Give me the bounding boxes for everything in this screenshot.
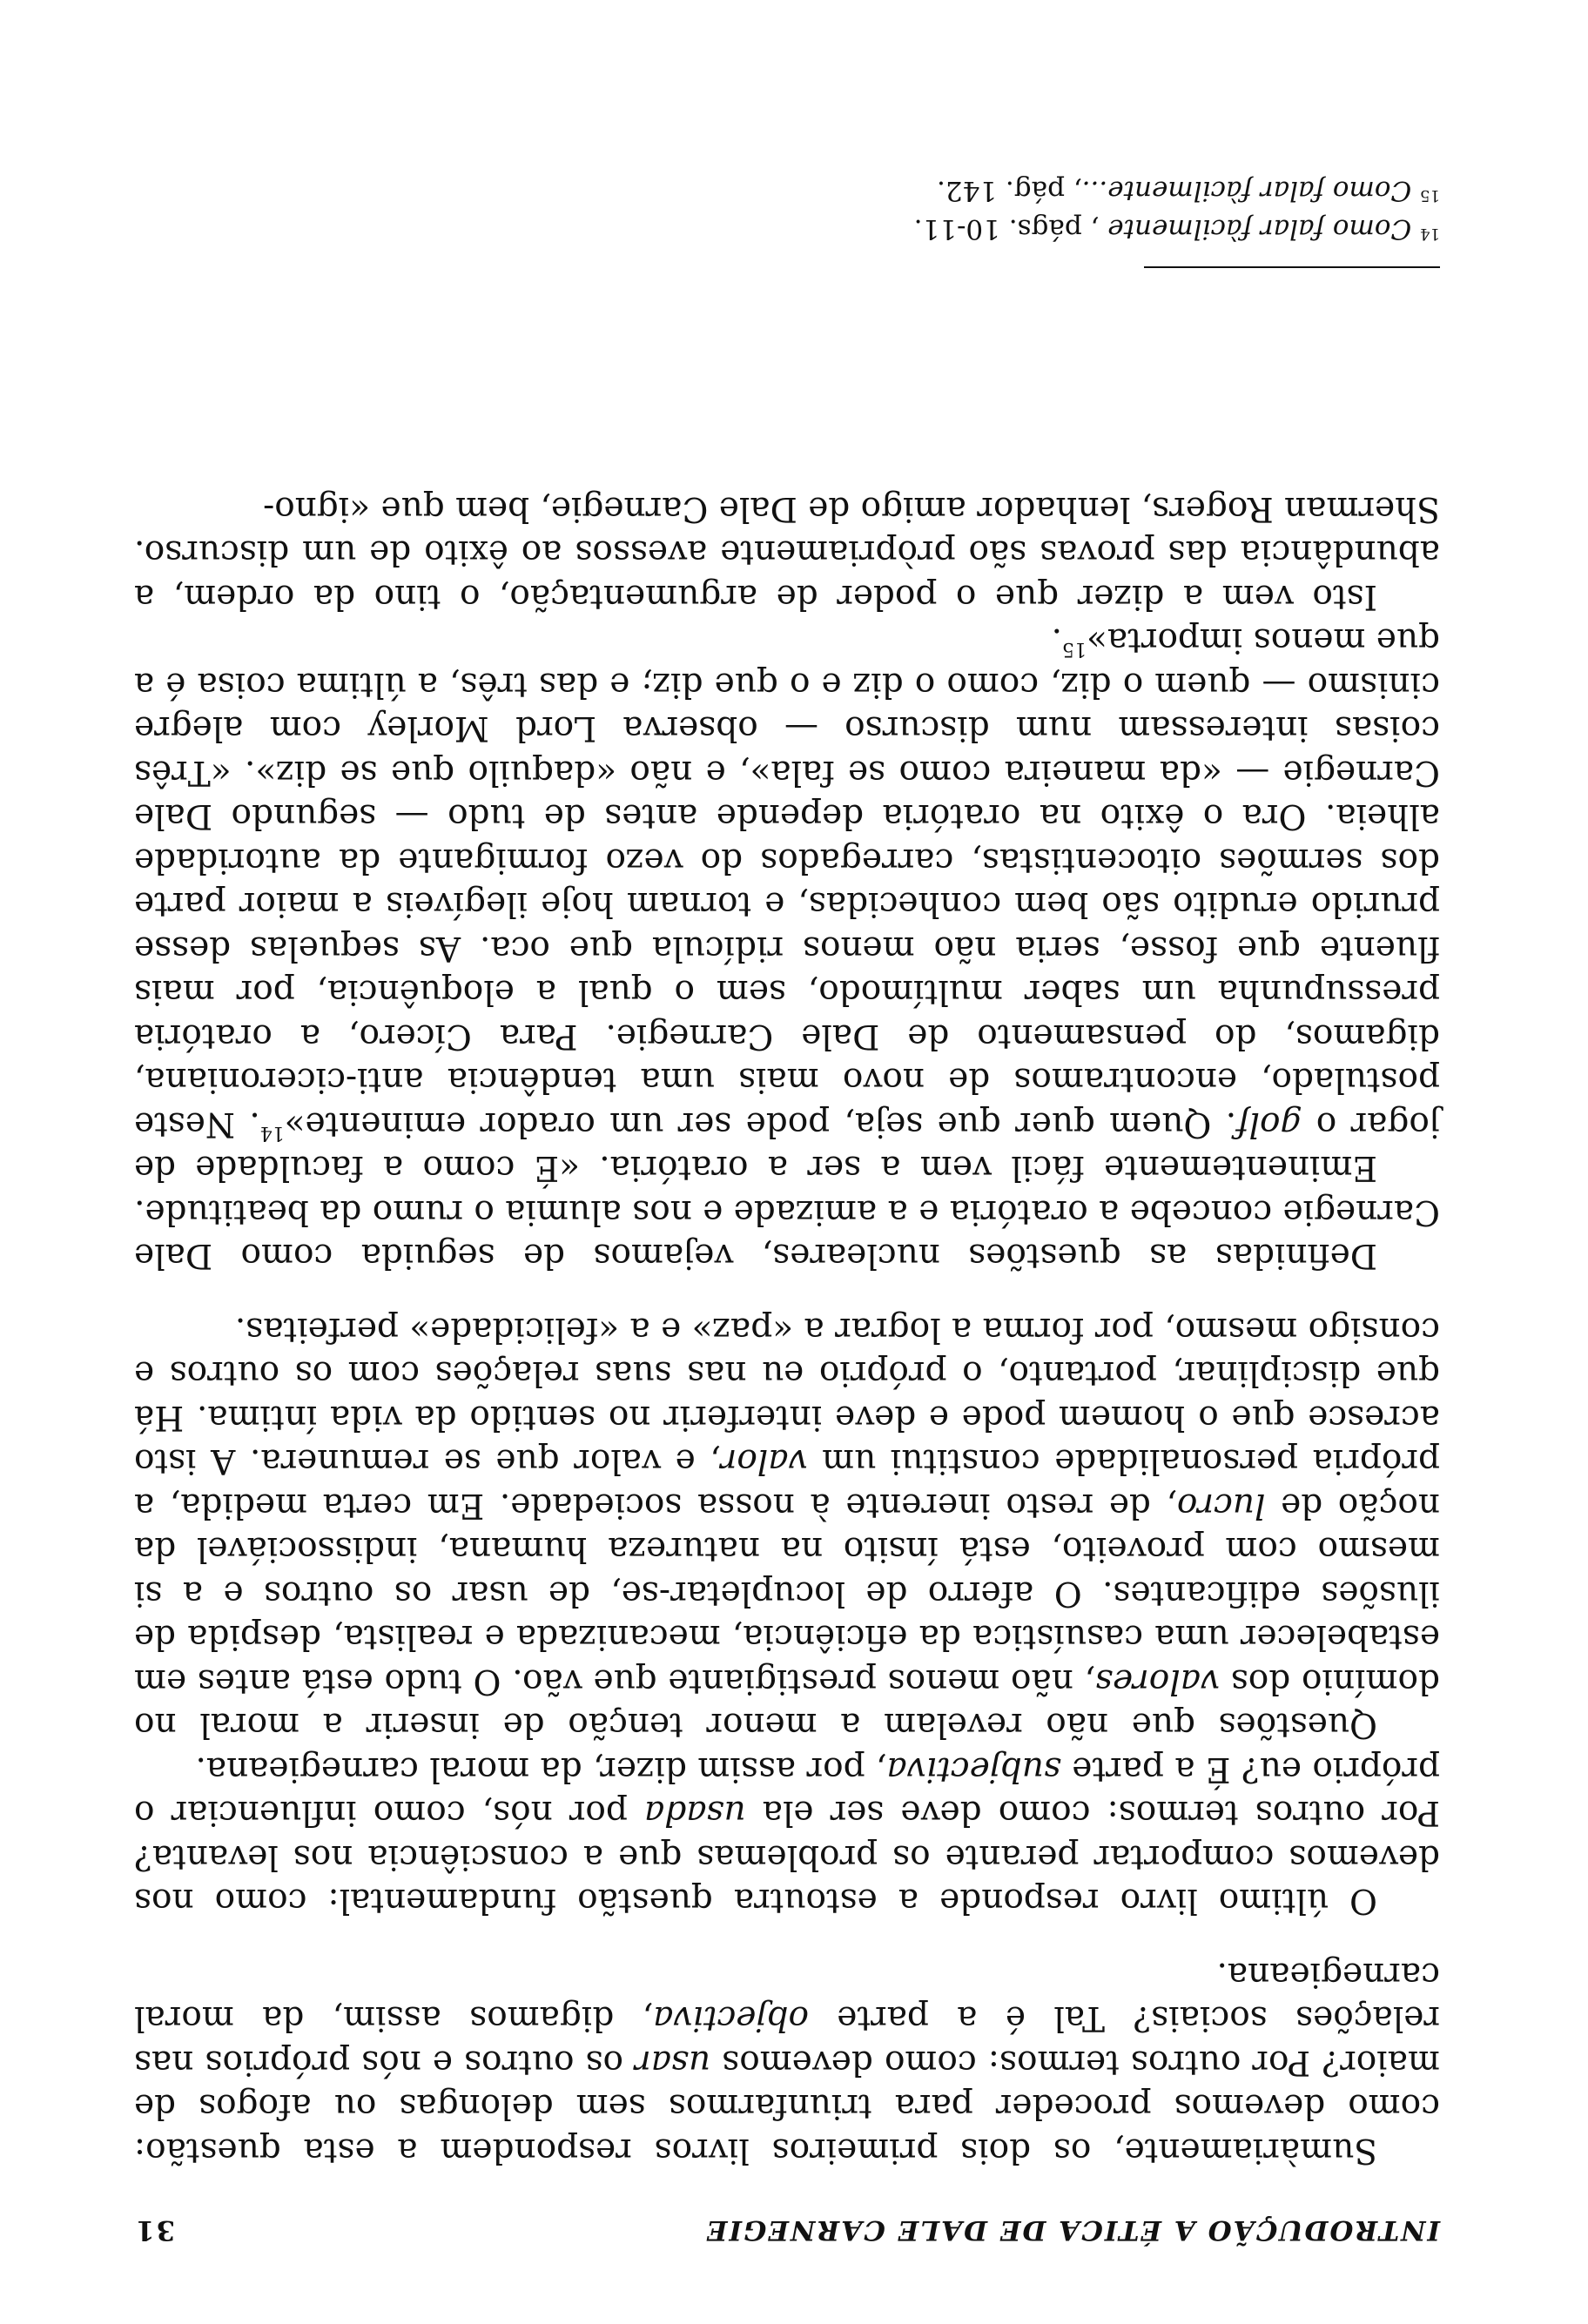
paragraph: Questões que não revelam a menor tenção de inserir a moral no domínio dos valores, não menos prestigiante que vão. O tudo está antes em estabelecer uma casuística da eficiência, mecanizada e realista, despida de ilusões edificantes. O aferro de locupletar-se, de usar os outros e a si mesmo com proveito, está ínsito na natureza humana, indissociável da noção de lucro, de resto inerente à nossa sociedade. Em certa medida, a própria personalidade constitui um valor, e valor que se remunera. A isto acresce que o homem pode e deve interferir no sentido da vida íntima. Há que disciplinar, portanto, o próprio eu nas suas relações com os outros e consigo mesmo, por forma a lograr a «paz» e a «felicidade» perfeitas.: [133, 1310, 1440, 1745]
footnote-divider: [1144, 266, 1440, 268]
footnote: $^{14}$ Como falar fàcilmente , págs. 10-11.: [913, 213, 1440, 245]
paragraph: Definidas as questões nucleares, vejamos de seguida como Dale Carnegie concebe a oratória e a amizade e nos alumia o rumo da beatitude.: [134, 1192, 1440, 1276]
footnote-ref: 15: [1062, 638, 1087, 661]
italic-term: golf: [1236, 1105, 1302, 1144]
italic-term: usar: [635, 2043, 711, 2082]
footnote-mark: 15: [1420, 186, 1440, 205]
paragraph: Eminentemente fácil vem a ser a oratória. «É como a faculdade de jogar o golf. Quem quer que seja, pode ser um orador eminente»$^{14}$. Neste postulado, encontramos de novo mais uma tendência anti-ciceroniana, digamos, do pensamento de Dale Carnegie. Para Cícero, a oratória pressupunha um saber multímodo, sem o qual a eloquência, por mais fluente que fosse, seria não menos ridícula que oca. As sequelas desse prurido erudito são bem conhecidas, e tornam hoje ilegíveis a maior parte dos sermões oitocentistas, carregados do vezo formigante da autoridade alheia. Ora o êxito na oratória depende antes de tudo — segundo Dale Carnegie — «da maneira como se fala», e não «daquilo que se diz». «Três coisas interessam num discurso — observa Lord Morley com alegre cinismo — quem o diz, como o diz e o que diz; e das três, a última coisa é a que menos importa»$^{15}$.: [134, 621, 1440, 1188]
footnote-title: Como falar fàcilmente: [1107, 213, 1412, 245]
running-title: INTRODUÇÃO A ÉTICA DE DALE CARNEGIE: [704, 2214, 1440, 2246]
paragraph: Sumàriamente, os dois primeiros livros respondem a esta questão: como devemos proceder para triunfarmos sem delongas ou afogos de maior? Por outros termos: como devemos usar os outros e nós próprios nas relações sociais? Tal é a parte objectiva, digamos assim, da moral carnegieana.: [134, 1955, 1440, 2170]
page-number: 31: [134, 2214, 176, 2246]
italic-term: objectiva: [653, 1998, 809, 2039]
italic-term: valor: [720, 1441, 808, 1481]
italic-term: valores: [1095, 1662, 1221, 1701]
footnote-mark: 14: [1420, 225, 1440, 243]
running-header: [134, 2207, 1440, 2246]
body-text: [134, 487, 1440, 2173]
footnote-ref: 14: [259, 1122, 285, 1144]
italic-term: subjectiva: [886, 1750, 1061, 1789]
paragraph: Isto vem a dizer que o poder de argumentação, o tino da ordem, a abundância das provas são pròpriamente avessos ao êxito de um discurso. Sherman Rogers, lenhador amigo de Dale Carnegie, bem que «igno-: [134, 489, 1440, 616]
footnotes: [134, 171, 1440, 248]
italic-term: lucro: [1176, 1486, 1266, 1525]
footnote: $^{15}$ Como falar fàcilmente..., pág. 142.: [937, 175, 1440, 206]
footnote-title: Como falar fàcilmente...: [1081, 175, 1412, 206]
paragraph: O último livro responde a estoutra questão fundamental: como nos devemos comportar perante os problemas que a consciência nos levanta? Por outros termos: como deve ser ela usada por nós, como influenciar o próprio eu? É a parte subjectiva, por assim dizer, da moral carnegieana.: [134, 1750, 1440, 1921]
italic-term: usada: [644, 1793, 746, 1833]
